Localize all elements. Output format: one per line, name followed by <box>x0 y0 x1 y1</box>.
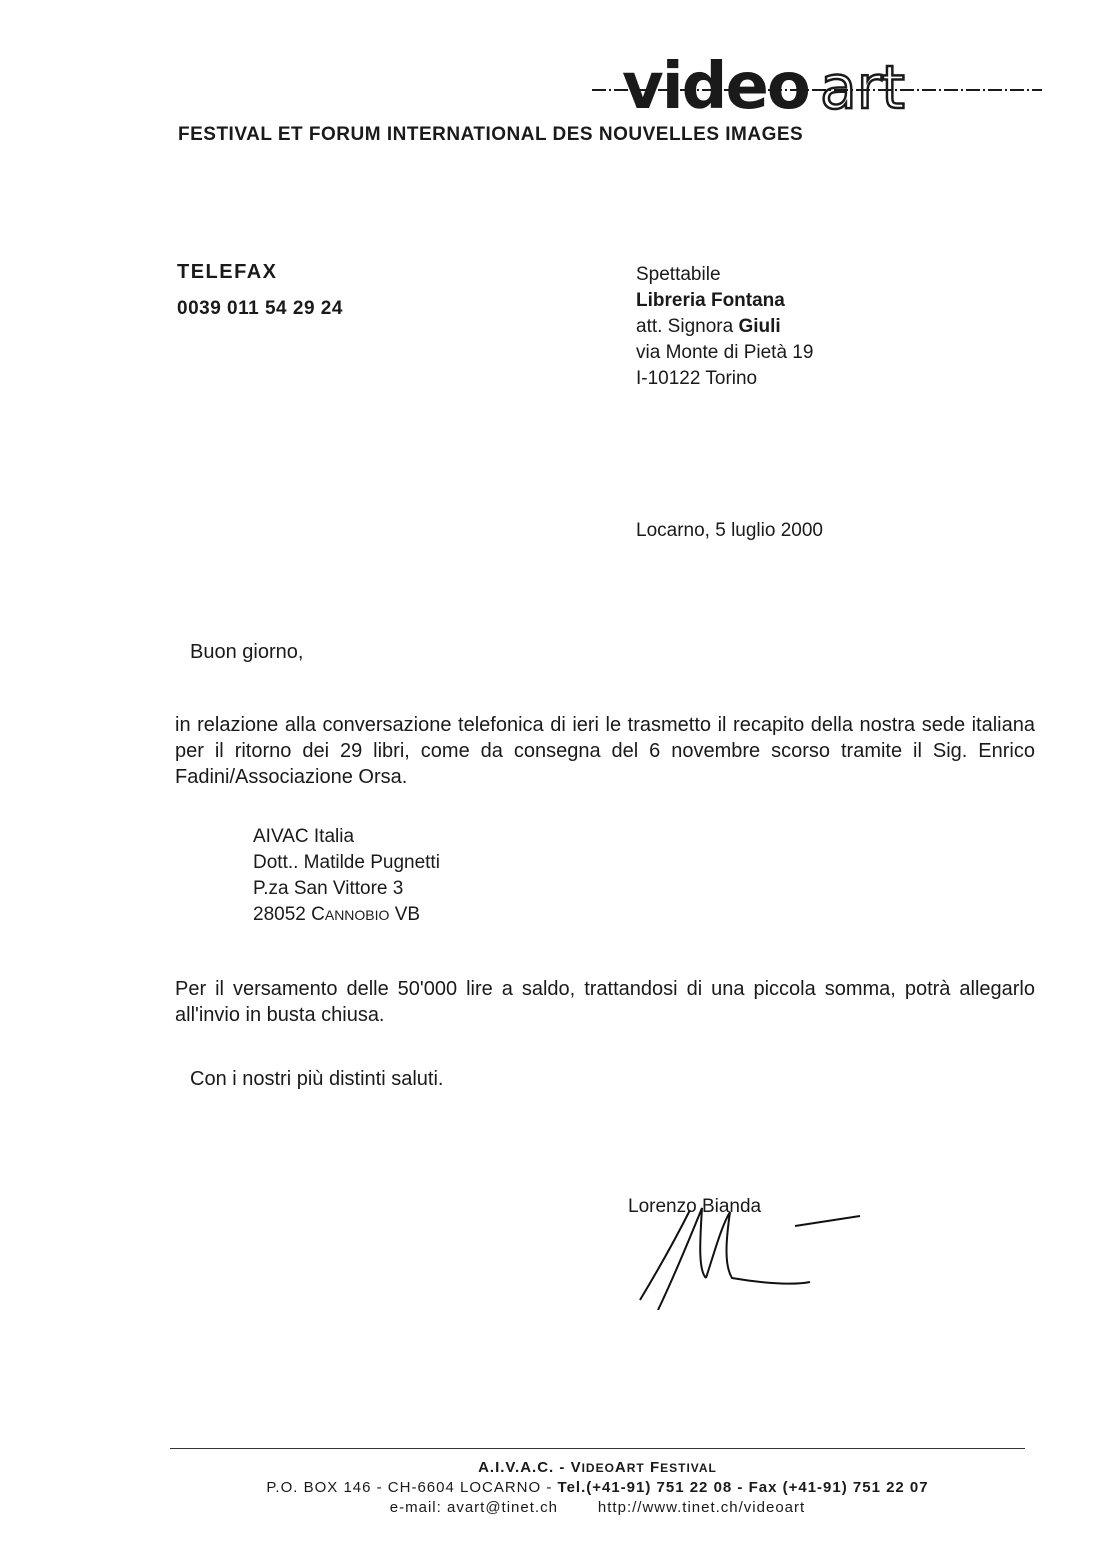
signer-name: Lorenzo Bianda <box>628 1196 762 1217</box>
address-line-3: P.za San Vittore 3 <box>253 878 404 899</box>
letterhead-tagline: FESTIVAL ET FORUM INTERNATIONAL DES NOUVELLES IMAGES <box>178 124 804 145</box>
footer <box>170 1458 1025 1518</box>
recipient-att-name: Giuli <box>738 316 781 337</box>
footer-email[interactable]: e-mail: avart@tinet.ch <box>389 1499 558 1516</box>
footer-contact-line <box>170 1478 1025 1498</box>
closing-line: Con i nostri più distinti saluti. <box>190 1068 444 1090</box>
recipient-salutation: Spettabile <box>636 264 721 285</box>
footer-org-v: V <box>570 1459 582 1476</box>
recipient-street: via Monte di Pietà 19 <box>636 342 814 363</box>
address-city-initial: C <box>311 904 325 925</box>
footer-website[interactable]: http://www.tinet.ch/videoart <box>597 1499 806 1516</box>
footer-phone-fax: Tel.(+41-91) 751 22 08 - Fax (+41-91) 751 22 07 <box>557 1479 929 1496</box>
address-province: VB <box>394 904 421 925</box>
footer-org-f: F <box>649 1459 661 1476</box>
body-paragraph-1: in relazione alla conversazione telefonica di ieri le trasmetto il recapito della nostra sede italiana per il ritorno dei 29 libri, come da consegna del 6 novembre scorso tramite il Sig. Enrico Fadini/Associazione Orsa. <box>175 714 1035 788</box>
videoart-logo <box>592 44 1042 124</box>
footer-org-rt: RT <box>626 1461 645 1475</box>
logo-video-text: video <box>622 50 809 124</box>
recipient-att-prefix: att. Signora <box>636 316 734 337</box>
recipient-attention <box>636 314 813 340</box>
footer-org-estival: ESTIVAL <box>660 1461 717 1475</box>
logo-art-text: art <box>820 53 905 123</box>
footer-org-ideo: IDEO <box>581 1461 615 1475</box>
handwritten-signature <box>630 1190 870 1310</box>
recipient-city: I-10122 Torino <box>636 368 758 389</box>
address-line-2: Dott.. Matilde Pugnetti <box>253 852 440 873</box>
date-line: Locarno, 5 luglio 2000 <box>636 520 823 541</box>
footer-org-prefix: A.I.V.A.C. - <box>478 1459 571 1476</box>
footer-divider <box>170 1448 1025 1449</box>
footer-address: P.O. BOX 146 - CH-6604 LOCARNO - <box>266 1479 558 1496</box>
footer-org-a: A <box>614 1459 627 1476</box>
address-postal-code: 28052 <box>253 904 306 925</box>
footer-org-line <box>170 1458 1025 1478</box>
footer-web-line <box>170 1498 1025 1518</box>
address-line-1: AIVAC Italia <box>253 826 355 847</box>
address-line-4 <box>253 902 440 928</box>
return-address-block <box>253 824 440 928</box>
fax-number: 0039 011 54 29 24 <box>177 298 343 319</box>
recipient-company: Libreria Fontana <box>636 290 785 311</box>
body-paragraph-2: Per il versamento delle 50'000 lire a saldo, trattandosi di una piccola somma, potrà allegarlo all'invio in busta chiusa. <box>175 978 1035 1026</box>
address-city-rest: ANNOBIO <box>324 907 390 923</box>
greeting: Buon giorno, <box>190 641 304 663</box>
recipient-block <box>636 262 813 392</box>
telefax-label: TELEFAX <box>177 261 278 283</box>
